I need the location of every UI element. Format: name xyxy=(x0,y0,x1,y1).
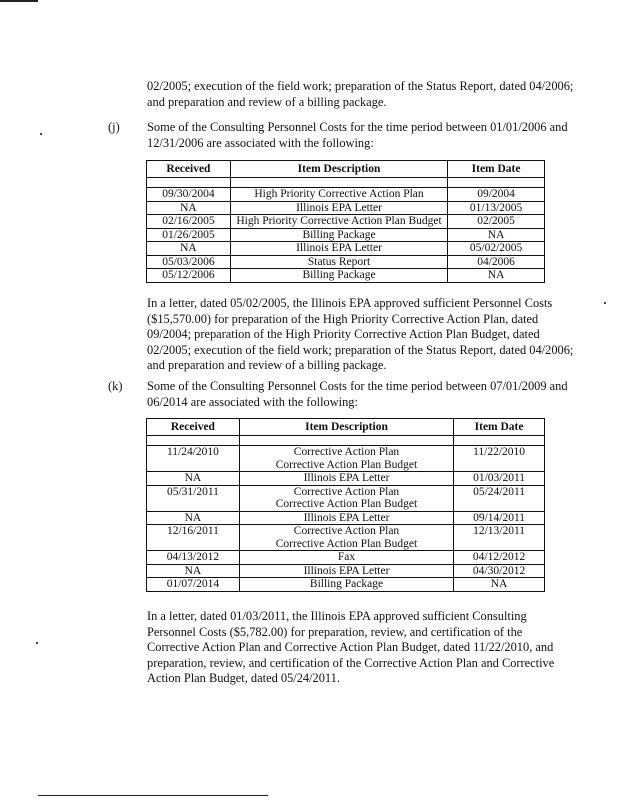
text-line: and preparation and review of a billing package. xyxy=(147,358,387,372)
cell-date: NA xyxy=(448,269,545,283)
description-line: Corrective Action Plan Budget xyxy=(275,537,418,550)
cell-description xyxy=(239,525,453,551)
table-header-row xyxy=(147,419,545,436)
cell-description xyxy=(239,485,453,511)
section-k-intro xyxy=(147,379,568,410)
cell-received: 01/26/2005 xyxy=(147,228,231,242)
cell-description: Illinois EPA Letter xyxy=(239,511,453,525)
cell-description: Billing Package xyxy=(230,269,447,283)
table-row xyxy=(147,485,545,511)
cell-description: Billing Package xyxy=(239,578,453,592)
header-item-date: Item Date xyxy=(448,161,545,178)
table-row xyxy=(147,215,545,229)
text-line: 12/31/2006 are associated with the following: xyxy=(147,135,374,150)
cell-received: 09/30/2004 xyxy=(147,188,231,202)
table-row xyxy=(147,255,545,269)
description-line: Corrective Action Plan Budget xyxy=(275,498,418,510)
cell-received: 11/24/2010 xyxy=(147,446,240,472)
table-spacer-row xyxy=(147,178,545,188)
description-line: Corrective Action Plan xyxy=(293,525,400,537)
text-line: and preparation and review of a billing package. xyxy=(147,94,387,109)
cell-date: 05/02/2005 xyxy=(448,242,545,256)
cell-received: NA xyxy=(147,201,231,215)
header-item-date: Item Date xyxy=(454,419,545,436)
text-line: ($15,570.00) for preparation of the High Priority Corrective Action Plan, dated xyxy=(147,311,539,326)
cell-description: Billing Package xyxy=(230,228,447,242)
cell-date: 02/2005 xyxy=(448,215,545,229)
cell-received: 01/07/2014 xyxy=(147,578,240,592)
text-line: Some of the Consulting Personnel Costs for the time period between 07/01/2009 and xyxy=(147,379,568,393)
table-row xyxy=(147,201,545,215)
cell-description: Illinois EPA Letter xyxy=(230,242,447,256)
cell-description: Illinois EPA Letter xyxy=(230,201,447,215)
text-line: 02/2005; execution of the field work; preparation of the Status Report, dated 04/2006; xyxy=(147,79,574,93)
scan-speck xyxy=(40,133,42,135)
cell-received: 05/12/2006 xyxy=(147,269,231,283)
text-line: 06/2014 are associated with the following: xyxy=(147,394,358,409)
table-row xyxy=(147,525,545,551)
cell-description: High Priority Corrective Action Plan Budget xyxy=(230,215,447,229)
text-line: In a letter, dated 05/02/2005, the Illinois EPA approved sufficient Personnel Costs xyxy=(147,296,553,310)
text-line: Some of the Consulting Personnel Costs for the time period between 01/01/2006 and xyxy=(147,120,568,134)
cell-received: 05/03/2006 xyxy=(147,255,231,269)
cell-received: 05/31/2011 xyxy=(147,485,240,511)
header-received: Received xyxy=(147,161,231,178)
section-j-approval-paragraph xyxy=(147,296,573,374)
cell-description: Illinois EPA Letter xyxy=(239,472,453,486)
cell-date: 01/13/2005 xyxy=(448,201,545,215)
text-line: Action Plan Budget, dated 05/24/2011. xyxy=(147,671,340,685)
text-line: In a letter, dated 01/03/2011, the Illinois EPA approved sufficient Consulting xyxy=(147,609,527,623)
text-line: Personnel Costs ($5,782.00) for preparation, review, and certification of the xyxy=(147,624,523,639)
scan-speck xyxy=(604,302,606,304)
text-line: 09/2004; preparation of the High Priority Corrective Action Plan Budget, dated xyxy=(147,327,540,341)
table-header-row xyxy=(147,161,545,178)
table-row xyxy=(147,446,545,472)
cell-received: NA xyxy=(147,242,231,256)
table-row xyxy=(147,564,545,578)
cell-received: 12/16/2011 xyxy=(147,525,240,551)
table-row xyxy=(147,188,545,202)
cell-date: NA xyxy=(454,578,545,592)
description-line: Corrective Action Plan xyxy=(293,446,400,458)
cell-description: Fax xyxy=(239,551,453,565)
cell-received: 04/13/2012 xyxy=(147,551,240,565)
table-spacer-row xyxy=(147,436,545,446)
header-item-description: Item Description xyxy=(230,161,447,178)
footer-rule xyxy=(38,795,268,796)
text-line: preparation, review, and certification of the Corrective Action Plan and Corrective xyxy=(147,655,555,670)
description-line: Corrective Action Plan xyxy=(293,485,400,498)
section-k-marker: (k) xyxy=(108,379,123,393)
scan-edge-line xyxy=(0,0,38,2)
cell-date: 04/12/2012 xyxy=(454,551,545,565)
table-row xyxy=(147,228,545,242)
header-item-description: Item Description xyxy=(239,419,453,436)
cell-date: 11/22/2010 xyxy=(454,446,545,472)
cell-date: 05/24/2011 xyxy=(454,485,545,511)
cell-date: 01/03/2011 xyxy=(454,472,545,486)
cell-date: 04/2006 xyxy=(448,255,545,269)
cell-date: 09/14/2011 xyxy=(454,511,545,525)
table-row xyxy=(147,551,545,565)
section-j-intro xyxy=(147,120,568,151)
cell-date: 09/2004 xyxy=(448,188,545,202)
cell-date: NA xyxy=(448,228,545,242)
cell-description xyxy=(239,446,453,472)
table-k xyxy=(146,418,545,592)
section-j-marker: (j) xyxy=(108,120,120,134)
description-line: Corrective Action Plan Budget xyxy=(275,458,418,471)
cell-description: High Priority Corrective Action Plan xyxy=(230,188,447,202)
header-received: Received xyxy=(147,419,240,436)
table-row xyxy=(147,578,545,592)
table-row xyxy=(147,511,545,525)
table-row xyxy=(147,242,545,256)
scan-speck xyxy=(36,642,38,644)
table-j xyxy=(146,160,545,283)
section-k-approval-paragraph xyxy=(147,609,554,687)
intro-paragraph xyxy=(147,79,573,110)
table-row xyxy=(147,269,545,283)
cell-date: 04/30/2012 xyxy=(454,564,545,578)
cell-received: NA xyxy=(147,564,240,578)
cell-description: Illinois EPA Letter xyxy=(239,564,453,578)
cell-date: 12/13/2011 xyxy=(454,525,545,551)
text-line: 02/2005; execution of the field work; preparation of the Status Report, dated 04/2006; xyxy=(147,342,574,357)
cell-received: NA xyxy=(147,472,240,486)
table-row xyxy=(147,472,545,486)
cell-received: 02/16/2005 xyxy=(147,215,231,229)
cell-received: NA xyxy=(147,511,240,525)
text-line: Corrective Action Plan and Corrective Action Plan Budget, dated 11/22/2010, and xyxy=(147,640,554,654)
cell-description: Status Report xyxy=(230,255,447,269)
